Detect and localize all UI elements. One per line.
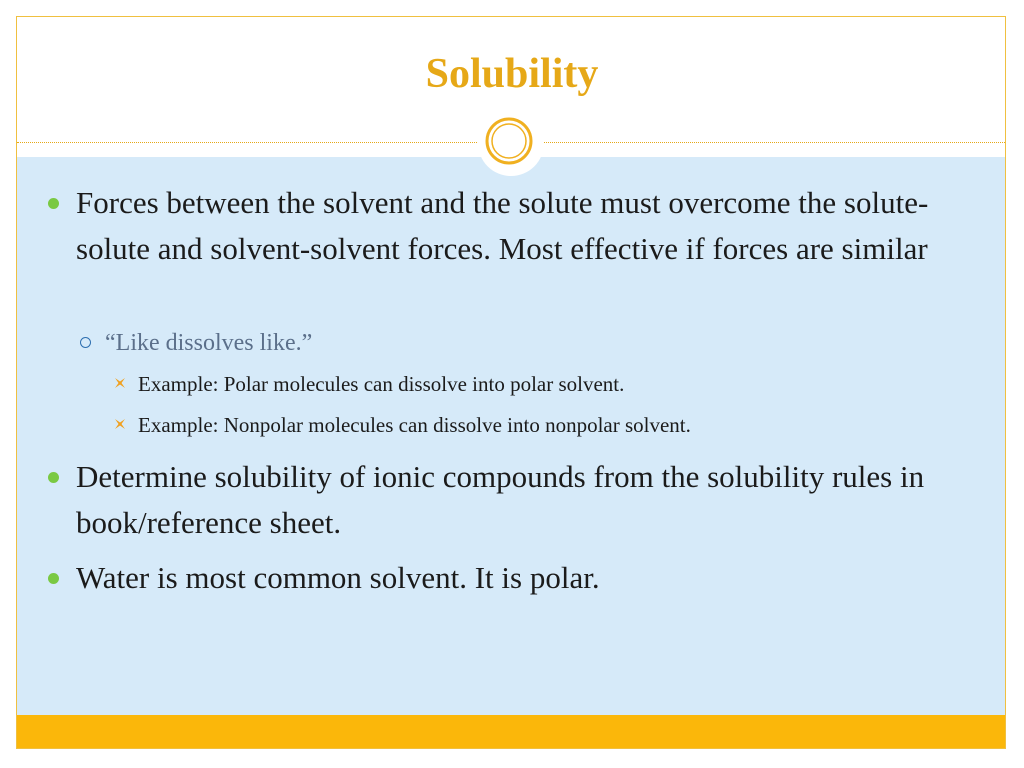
sub-bullet-item [80, 327, 880, 359]
sub-sub-bullet-item [114, 411, 994, 439]
ring-ornament-icon [484, 116, 534, 166]
bullet-item [48, 180, 948, 272]
sub-bullet-text: “Like dissolves like.” [105, 330, 313, 356]
x-star-bullet-icon [114, 377, 126, 389]
sub-sub-bullet-text: Example: Polar molecules can dissolve into polar solvent. [138, 372, 625, 396]
bullet-item [48, 454, 948, 546]
bullet-text: Water is most common solvent. It is polar. [76, 560, 600, 595]
bullet-dot-icon [48, 573, 59, 584]
bullet-text: Determine solubility of ionic compounds from the solubility rules in book/reference sheet. [76, 459, 925, 540]
bullet-text: Forces between the solvent and the solute must overcome the solute-solute and solvent-solvent forces. Most effective if forces are similar [76, 185, 929, 266]
bullet-dot-icon [48, 472, 59, 483]
slide-title: Solubility [425, 51, 599, 97]
footer-bar [17, 715, 1005, 748]
x-star-bullet-icon [114, 418, 126, 430]
sub-sub-bullet-item [114, 370, 994, 398]
sub-sub-bullet-text: Example: Nonpolar molecules can dissolve into nonpolar solvent. [138, 413, 691, 437]
bullet-dot-icon [48, 198, 59, 209]
bullet-item [48, 555, 948, 601]
hollow-circle-bullet-icon [80, 337, 91, 348]
